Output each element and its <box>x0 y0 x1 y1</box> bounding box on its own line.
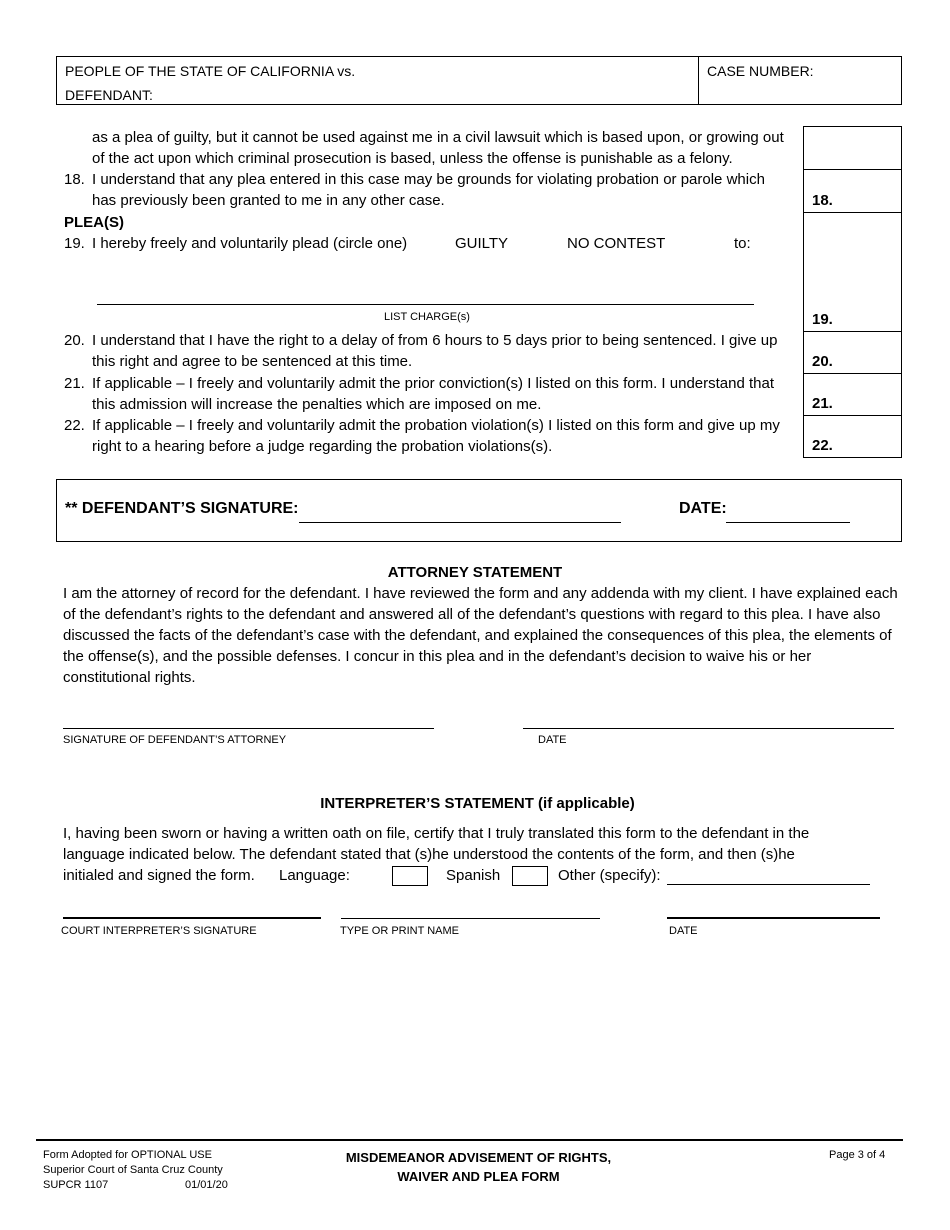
interpreter-name-line[interactable] <box>341 918 600 919</box>
item-text: If applicable – I freely and voluntarily admit the probation violation(s) I listed on this form and give up my right to a hearing before a judge regarding the probation violations(s). <box>92 417 780 455</box>
box-label-22: 22. <box>812 437 833 454</box>
initial-box-20[interactable] <box>803 331 902 374</box>
continuation-text: as a plea of guilty, but it cannot be used against me in a civil lawsuit which is based upon, or growing out of the act upon which criminal prosecution is based, unless the offense is punishable as a felony. <box>92 129 784 167</box>
box-label-19: 19. <box>812 311 833 328</box>
attorney-heading: ATTORNEY STATEMENT <box>387 564 563 581</box>
interpreter-heading: INTERPRETER’S STATEMENT (if applicable) <box>320 795 635 812</box>
box-label-21: 21. <box>812 395 833 412</box>
defendant-date-label: DATE: <box>679 500 727 517</box>
plea-option-no-contest[interactable]: NO CONTEST <box>567 235 666 252</box>
footer-title-line2: WAIVER AND PLEA FORM <box>397 1169 560 1184</box>
other-language-line[interactable] <box>667 884 870 885</box>
interpreter-text-line1: I, having been sworn or having a written oath on file, certify that I truly translated this form to the defendant in the <box>63 823 893 844</box>
footer-form-date: 01/01/20 <box>185 1179 228 1191</box>
item-text: If applicable – I freely and voluntarily admit the prior conviction(s) I listed on this form. I understand that this admission will increase the penalties which are imposed on me. <box>92 375 775 413</box>
item-21 <box>64 373 799 415</box>
footer-form-number: SUPCR 1107 <box>43 1179 109 1191</box>
interpreter-signature-caption: COURT INTERPRETER’S SIGNATURE <box>61 925 257 937</box>
defendant-label: DEFENDANT: <box>65 87 153 103</box>
spanish-checkbox[interactable] <box>392 866 428 886</box>
charges-caption: LIST CHARGE(s) <box>384 311 470 323</box>
defendant-date-line[interactable] <box>726 522 850 523</box>
item-text: I understand that any plea entered in this case may be grounds for violating probation or parole which has previously been granted to me in any other case. <box>92 171 765 209</box>
item-number: 20. <box>64 332 85 349</box>
defendant-signature-box <box>56 479 902 542</box>
attorney-date-caption: DATE <box>538 734 567 746</box>
item-20 <box>64 330 799 372</box>
initial-box-22[interactable] <box>803 415 902 458</box>
interpreter-date-caption: DATE <box>669 925 698 937</box>
case-header <box>56 56 902 105</box>
attorney-signature-line[interactable] <box>63 728 434 729</box>
item-number: 22. <box>64 417 85 434</box>
box-label-20: 20. <box>812 353 833 370</box>
interpreter-signature-line[interactable] <box>63 917 321 919</box>
footer-court: Superior Court of Santa Cruz County <box>43 1164 223 1176</box>
people-label: PEOPLE OF THE STATE OF CALIFORNIA vs. <box>65 63 356 79</box>
item-number: 18. <box>64 171 85 188</box>
footer-title-line1: MISDEMEANOR ADVISEMENT OF RIGHTS, <box>345 1150 612 1165</box>
plea-heading: PLEA(S) <box>64 214 124 231</box>
plea-option-guilty[interactable]: GUILTY <box>455 235 509 252</box>
initial-box-18[interactable] <box>803 169 902 213</box>
item-number: 21. <box>64 375 85 392</box>
initial-box-21[interactable] <box>803 373 902 416</box>
interpreter-text-line2: language indicated below. The defendant stated that (s)he understood the contents of the form, and then (s)he <box>63 844 893 865</box>
other-language-label: Other (specify): <box>558 867 661 884</box>
footer-adopted: Form Adopted for OPTIONAL USE <box>43 1149 212 1161</box>
initial-box-19[interactable] <box>803 212 902 332</box>
footer-page-number: Page 3 of 4 <box>829 1149 886 1161</box>
interpreter-name-caption: TYPE OR PRINT NAME <box>340 925 459 937</box>
plea-to-label: to: <box>734 235 751 252</box>
case-number-label: CASE NUMBER: <box>707 63 814 79</box>
defendant-signature-line[interactable] <box>299 522 621 523</box>
interpreter-date-line[interactable] <box>667 917 880 919</box>
initial-box-continuation[interactable] <box>803 126 902 170</box>
footer-rule <box>36 1139 903 1141</box>
item-text: I hereby freely and voluntarily plead (circle one) <box>92 235 408 252</box>
defendant-signature-label: ** DEFENDANT’S SIGNATURE: <box>65 500 299 517</box>
box-label-18: 18. <box>812 192 833 209</box>
charges-line[interactable] <box>97 304 754 305</box>
item-22 <box>64 415 784 457</box>
item-18 <box>64 169 774 211</box>
other-language-checkbox[interactable] <box>512 866 548 886</box>
attorney-signature-caption: SIGNATURE OF DEFENDANT’S ATTORNEY <box>63 734 287 746</box>
item-text: I understand that I have the right to a delay of from 6 hours to 5 days prior to being sentenced. I give up this right and agree to be sentenced at this time. <box>92 332 778 370</box>
spanish-label: Spanish <box>446 867 501 884</box>
interpreter-text-line3: initialed and signed the form. <box>63 865 278 886</box>
language-label: Language: <box>279 867 350 884</box>
item-19 <box>64 233 799 254</box>
attorney-text: I am the attorney of record for the defendant. I have reviewed the form and any addenda with my client. I have explained each of the defendant’s rights to the defendant and answered all of the defendant’s questions with regard to this plea. I have also discussed the facts of the defendant’s case with the defendant, and explained the consequences of this plea, the elements of the offense(s), and the possible defenses. I concur in this plea and in the defendant’s decision to waive his or her constitutional rights. <box>63 585 898 686</box>
item-number: 19. <box>64 235 85 252</box>
attorney-date-line[interactable] <box>523 728 894 729</box>
